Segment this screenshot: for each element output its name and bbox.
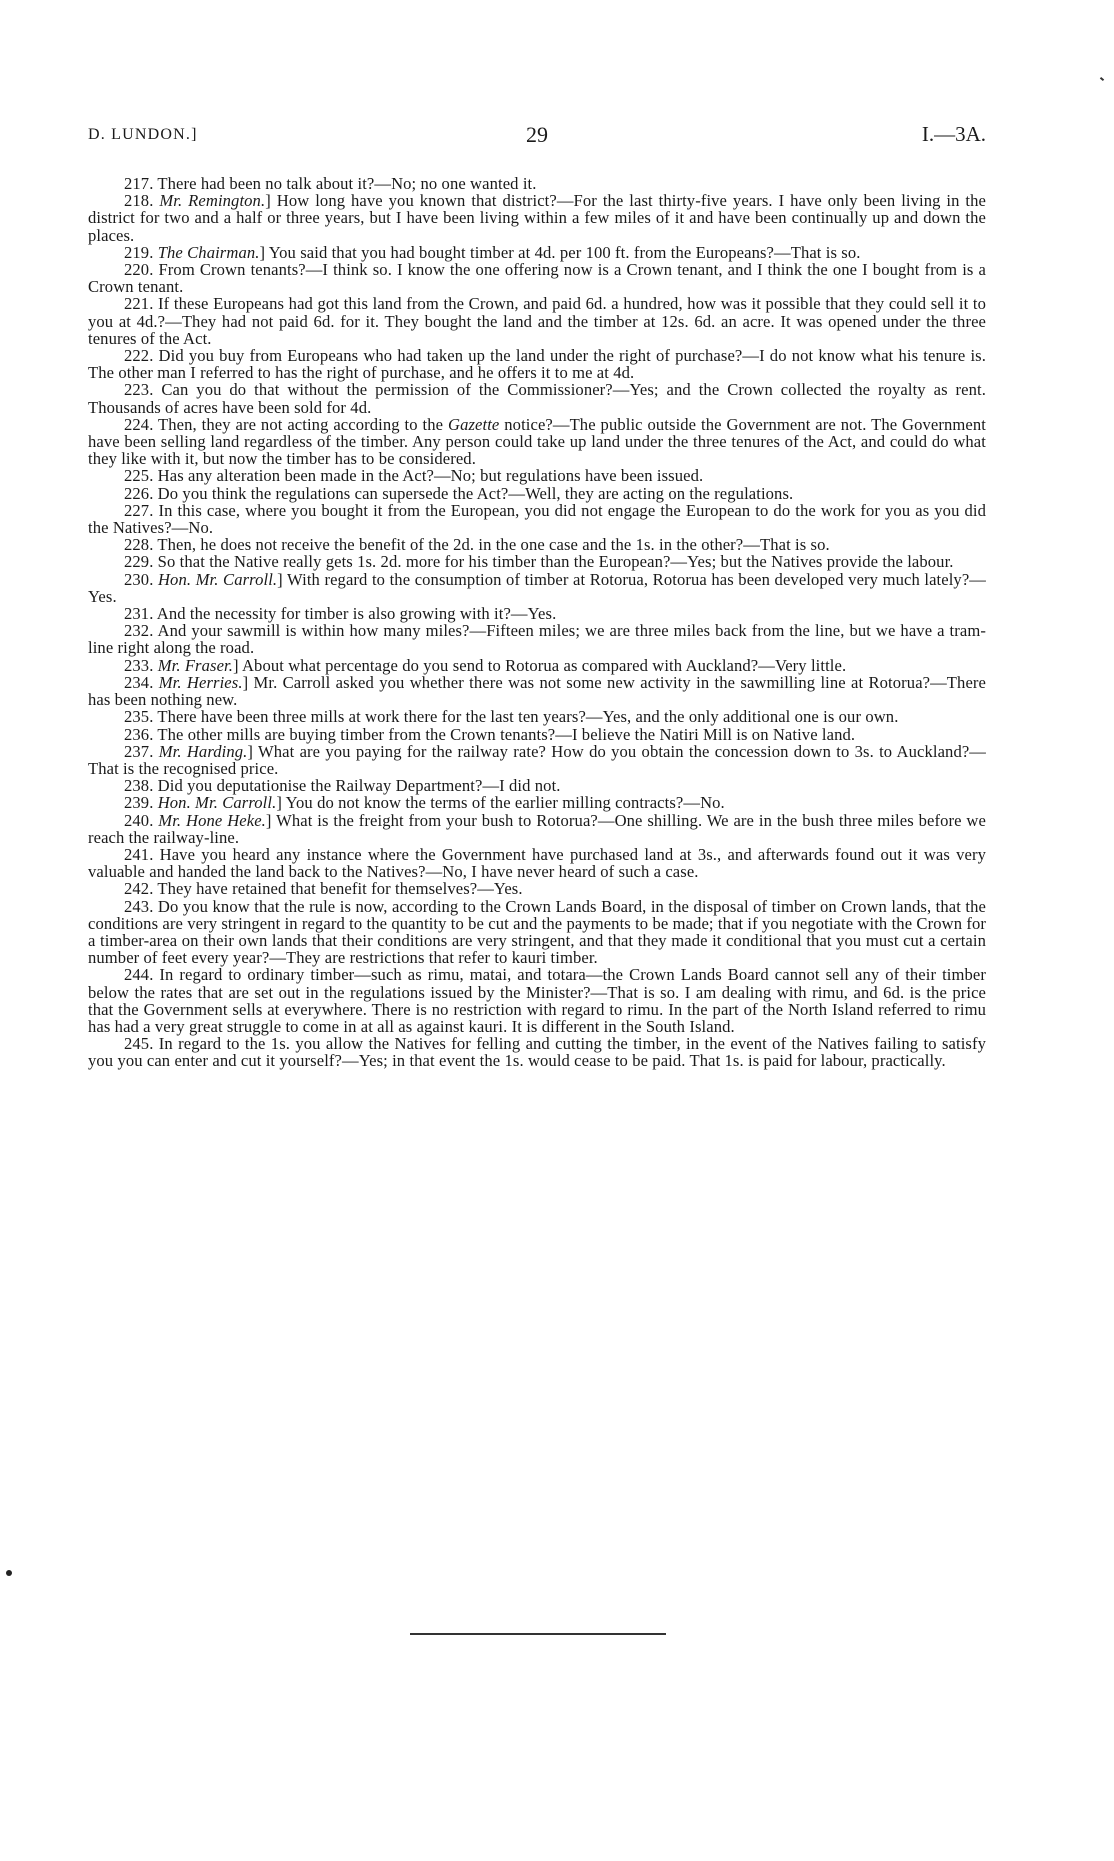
question-222 (88, 347, 986, 381)
question-233 (88, 657, 986, 674)
testimony-text: 226. Do you think the regulations can supersede the Act?—Well, they are acting on the regulations. (124, 483, 794, 503)
testimony-text: 232. And your sawmill is within how many miles?—Fifteen miles; we are three miles back from the line, but we have a tram-line right along the road. (88, 621, 986, 658)
testimony-text: 229. So that the Native really gets 1s. 2d. more for his timber than the European?—Yes; but the Natives provide the labour. (124, 552, 954, 572)
question-226 (88, 485, 986, 502)
testimony-text: 238. Did you deputationise the Railway Department?—I did not. (124, 776, 561, 796)
question-221 (88, 295, 986, 347)
testimony-text: 244. In regard to ordinary timber—such as rimu, matai, and totara—the Crown Lands Board cannot sell any of their timber below the rates that are set out in the regulations issued by the Minister?—That is so. I am dealing with rimu, and 6d. is the price that the Government sells at everywhere. There is no restriction with regard to rimu. In the part of the North Island referred to rimu has had a very great struggle to come in at all as against kauri. It is different in the South Island. (88, 965, 986, 1036)
speaker-label: Mr. Herries. (158, 672, 243, 692)
question-230 (88, 571, 986, 605)
scan-mark (1100, 77, 1104, 81)
question-220 (88, 261, 986, 295)
question-219 (88, 244, 986, 261)
testimony-text: 225. Has any alteration been made in the Act?—No; but regulations have been issued. (124, 466, 704, 486)
question-240 (88, 812, 986, 846)
question-241 (88, 846, 986, 880)
testimony-text: ] You said that you had bought timber at 4d. per 100 ft. from the Europeans?—That is so. (259, 242, 861, 262)
question-224 (88, 416, 986, 468)
question-218 (88, 192, 986, 244)
speaker-label: Mr. Hone Heke. (158, 810, 266, 830)
document-reference: I.—3A. (921, 122, 986, 146)
question-227 (88, 502, 986, 536)
testimony-text: 218. (124, 191, 160, 211)
testimony-body (88, 175, 986, 1070)
speaker-label: The Chairman. (157, 242, 260, 262)
question-235 (88, 708, 986, 725)
question-234 (88, 674, 986, 708)
question-229 (88, 553, 986, 570)
witness-name: D. LUNDON.] (88, 126, 198, 143)
testimony-text: 221. If these Europeans had got this land from the Crown, and paid 6d. a hundred, how was it possible that they could sell it to you at 4d.?—They had not paid 6d. for it. They bought the land and the timber at 12s. 6d. an acre. It was opened under the three tenures of the Act. (88, 294, 986, 348)
question-238 (88, 777, 986, 794)
testimony-text: notice?—The public outside the Government are not. The Government have been selling land regardless of the timber. Any person could take up land under the three tenures of the Act, and could do what they like with it, but now the timber has to be considered. (88, 414, 987, 469)
testimony-text: 219. (124, 242, 158, 262)
testimony-text: 241. Have you heard any instance where the Government have purchased land at 3s., and afterwards found out it was very valuable and handed the land back to the Natives?—No, I have never heard of such a case. (88, 844, 986, 882)
speaker-label: Mr. Fraser. (157, 655, 234, 675)
speaker-label: Hon. Mr. Carroll. (157, 793, 277, 813)
testimony-text: 233. (124, 655, 158, 675)
testimony-text: ] You do not know the terms of the earlier milling contracts?—No. (276, 793, 725, 813)
question-239 (88, 794, 986, 811)
question-245 (88, 1035, 986, 1069)
testimony-text: ] What are you paying for the railway rate? How do you obtain the concession down to 3s. to Auckland?—That is the recognised price. (88, 741, 986, 778)
question-217 (88, 175, 986, 192)
testimony-text: 239. (124, 793, 158, 813)
testimony-text: ] With regard to the consumption of timber at Rotorua, Rotorua has been developed very much lately?—Yes. (88, 569, 986, 606)
testimony-text: ] About what percentage do you send to Rotorua as compared with Auckland?—Very little. (233, 655, 847, 675)
testimony-text: ] What is the freight from your bush to Rotorua?—One shilling. We are in the bush three miles before we reach the railway-line. (88, 810, 986, 847)
testimony-text: 228. Then, he does not receive the benefit of the 2d. in the one case and the 1s. in the other?—That is so. (124, 535, 830, 555)
testimony-text: 231. And the necessity for timber is also growing with it?—Yes. (124, 604, 557, 624)
page-header (88, 122, 986, 152)
speaker-label: Mr. Remington. (159, 191, 266, 211)
testimony-text: ] Mr. Carroll asked you whether there was not some new activity in the sawmilling line at Rotorua?—There has been nothing new. (88, 672, 987, 710)
gazette-reference: Gazette (448, 414, 500, 434)
closing-rule (410, 1633, 666, 1635)
question-223 (88, 381, 986, 415)
page-number: 29 (526, 122, 548, 147)
testimony-text: ] How long have you known that district?—For the last thirty-five years. I have only been living in the district for two and a half or three years, but I have been living within a few miles of it and have been continually up and down the places. (88, 191, 987, 245)
question-244 (88, 966, 986, 1035)
testimony-text: 222. Did you buy from Europeans who had taken up the land under the right of purchase?—I do not know what his tenure is. The other man I referred to has the right of purchase, and he offers it to me at 4d. (88, 346, 986, 383)
testimony-text: 237. (124, 741, 159, 761)
testimony-text: 245. In regard to the 1s. you allow the Natives for felling and cutting the timber, in the event of the Natives failing to satisfy you you can enter and cut it yourself?—Yes; in that event the 1s. would cease to be paid. That 1s. is paid for labour, practically. (88, 1034, 986, 1071)
speaker-label: Mr. Harding. (158, 741, 248, 761)
question-236 (88, 726, 986, 743)
testimony-text: 234. (124, 672, 159, 692)
testimony-text: 240. (124, 810, 159, 830)
testimony-text: 242. They have retained that benefit for themselves?—Yes. (124, 879, 523, 899)
speaker-label: Hon. Mr. Carroll. (157, 569, 278, 589)
question-243 (88, 898, 986, 967)
scan-speck (6, 1570, 12, 1576)
testimony-text: 223. Can you do that without the permission of the Commissioner?—Yes; and the Crown collected the royalty as rent. Thousands of acres have been sold for 4d. (88, 380, 986, 417)
question-231 (88, 605, 986, 622)
question-237 (88, 743, 986, 777)
testimony-text: 236. The other mills are buying timber from the Crown tenants?—I believe the Natiri Mill is on Native land. (124, 724, 856, 744)
question-242 (88, 880, 986, 897)
testimony-text: 243. Do you know that the rule is now, according to the Crown Lands Board, in the disposal of timber on Crown lands, that the conditions are very stringent in regard to the quantity to be cut and the payments to be made; that if you negotiate with the Crown for a timber-area on their own lands that their conditions are very stringent, and that they made it conditional that you must cut a certain number of feet every year?—They are restrictions that refer to kauri timber. (88, 896, 986, 968)
testimony-text: 224. Then, they are not acting according to the (124, 414, 448, 434)
question-232 (88, 622, 986, 656)
testimony-text: 230. (124, 569, 158, 589)
question-225 (88, 467, 986, 484)
testimony-text: 227. In this case, where you bought it from the European, you did not engage the European to do the work for you as you did the Natives?—No. (88, 500, 986, 538)
testimony-text: 235. There have been three mills at work there for the last ten years?—Yes, and the only additional one is our own. (124, 707, 899, 727)
testimony-text: 217. There had been no talk about it?—No; no one wanted it. (124, 174, 537, 193)
testimony-text: 220. From Crown tenants?—I think so. I know the one offering now is a Crown tenant, and I think the one I bought from is a Crown tenant. (88, 260, 986, 297)
question-228 (88, 536, 986, 553)
